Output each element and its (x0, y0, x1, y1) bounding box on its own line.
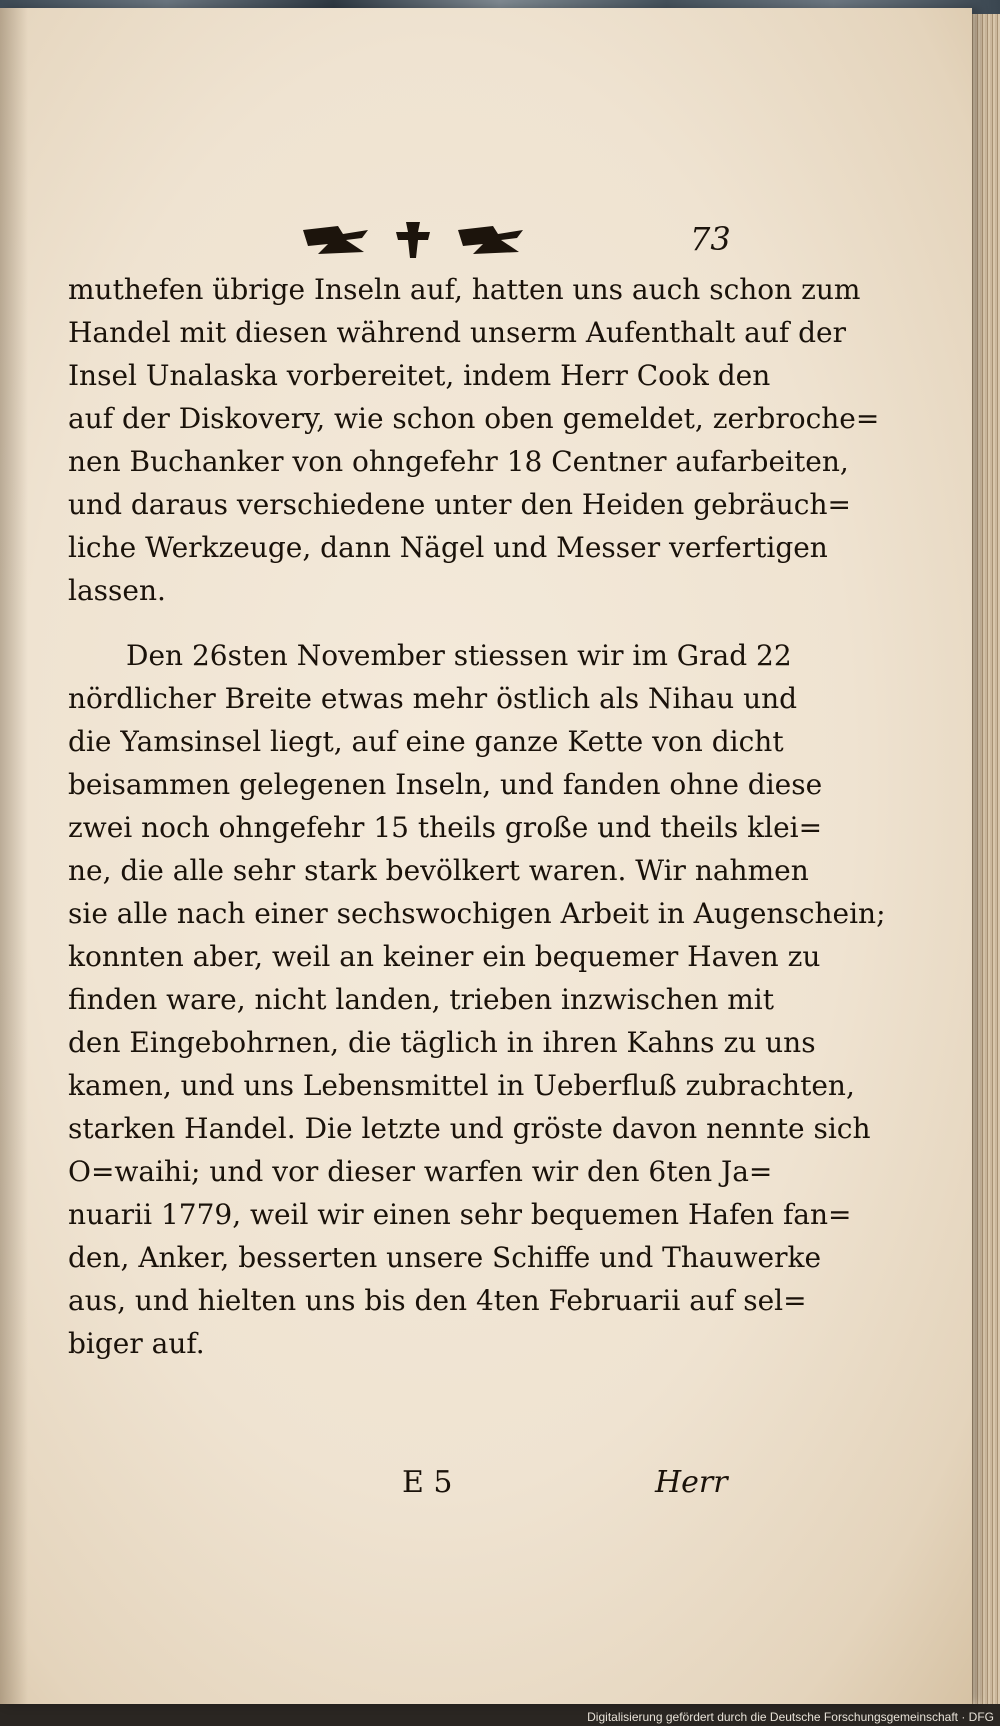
paragraph (68, 634, 886, 1365)
text-line: nen Buchanker von ohngefehr 18 Centner aufarbeiten, (68, 445, 849, 478)
text-line: lassen. (68, 574, 166, 607)
text-line: den Eingebohrnen, die täglich in ihren Kahns zu uns (68, 1026, 816, 1059)
text-line: biger auf. (68, 1327, 205, 1360)
text-line: nördlicher Breite etwas mehr östlich als Nihau und (68, 682, 798, 715)
text-line: und daraus verschiedene unter den Heiden gebräuch= (68, 488, 851, 521)
decorative-ornament (298, 216, 528, 264)
signature-mark: E 5 (402, 1465, 453, 1500)
body-text (68, 268, 886, 1365)
text-line: starken Handel. Die letzte und gröste davon nennte sich (68, 1112, 871, 1145)
text-line: Handel mit diesen während unserm Aufenthalt auf der (68, 316, 846, 349)
text-line: O=waihi; und vor dieser warfen wir den 6ten Ja= (68, 1155, 773, 1188)
text-line: beisammen gelegenen Inseln, und fanden ohne diese (68, 768, 823, 801)
page-header (0, 216, 972, 264)
text-line: Insel Unalaska vorbereitet, indem Herr Cook den (68, 359, 771, 392)
text-line: sie alle nach einer sechswochigen Arbeit in Augenschein; (68, 897, 886, 930)
text-line: nuarii 1779, weil wir einen sehr bequemen Hafen fan= (68, 1198, 852, 1231)
text-line: zwei noch ohngefehr 15 theils große und theils klei= (68, 811, 823, 844)
text-line: den, Anker, besserten unsere Schiffe und Thauwerke (68, 1241, 822, 1274)
page-number: 73 (690, 220, 731, 258)
text-line: kamen, und uns Lebensmittel in Ueberfluß zubrachten, (68, 1069, 855, 1102)
text-line: liche Werkzeuge, dann Nägel und Messer verfertigen (68, 531, 828, 564)
text-line: konnten aber, weil an keiner ein bequemer Haven zu (68, 940, 821, 973)
text-line: finden ware, nicht landen, trieben inzwischen mit (68, 983, 775, 1016)
catchword: Herr (655, 1465, 728, 1500)
digitization-credit: Digitalisierung gefördert durch die Deutsche Forschungsgemeinschaft · DFG (587, 1710, 994, 1724)
text-line: die Yamsinsel liegt, auf eine ganze Kette von dicht (68, 725, 784, 758)
text-line: ne, die alle sehr stark bevölkert waren. Wir nahmen (68, 854, 809, 887)
text-line: muthefen übrige Inseln auf, hatten uns auch schon zum (68, 273, 861, 306)
page-footer (0, 1465, 972, 1515)
text-line: Den 26sten November stiessen wir im Grad 22 (126, 639, 792, 672)
text-line: aus, und hielten uns bis den 4ten Februarii auf sel= (68, 1284, 807, 1317)
text-line: auf der Diskovery, wie schon oben gemeldet, zerbroche= (68, 402, 880, 435)
